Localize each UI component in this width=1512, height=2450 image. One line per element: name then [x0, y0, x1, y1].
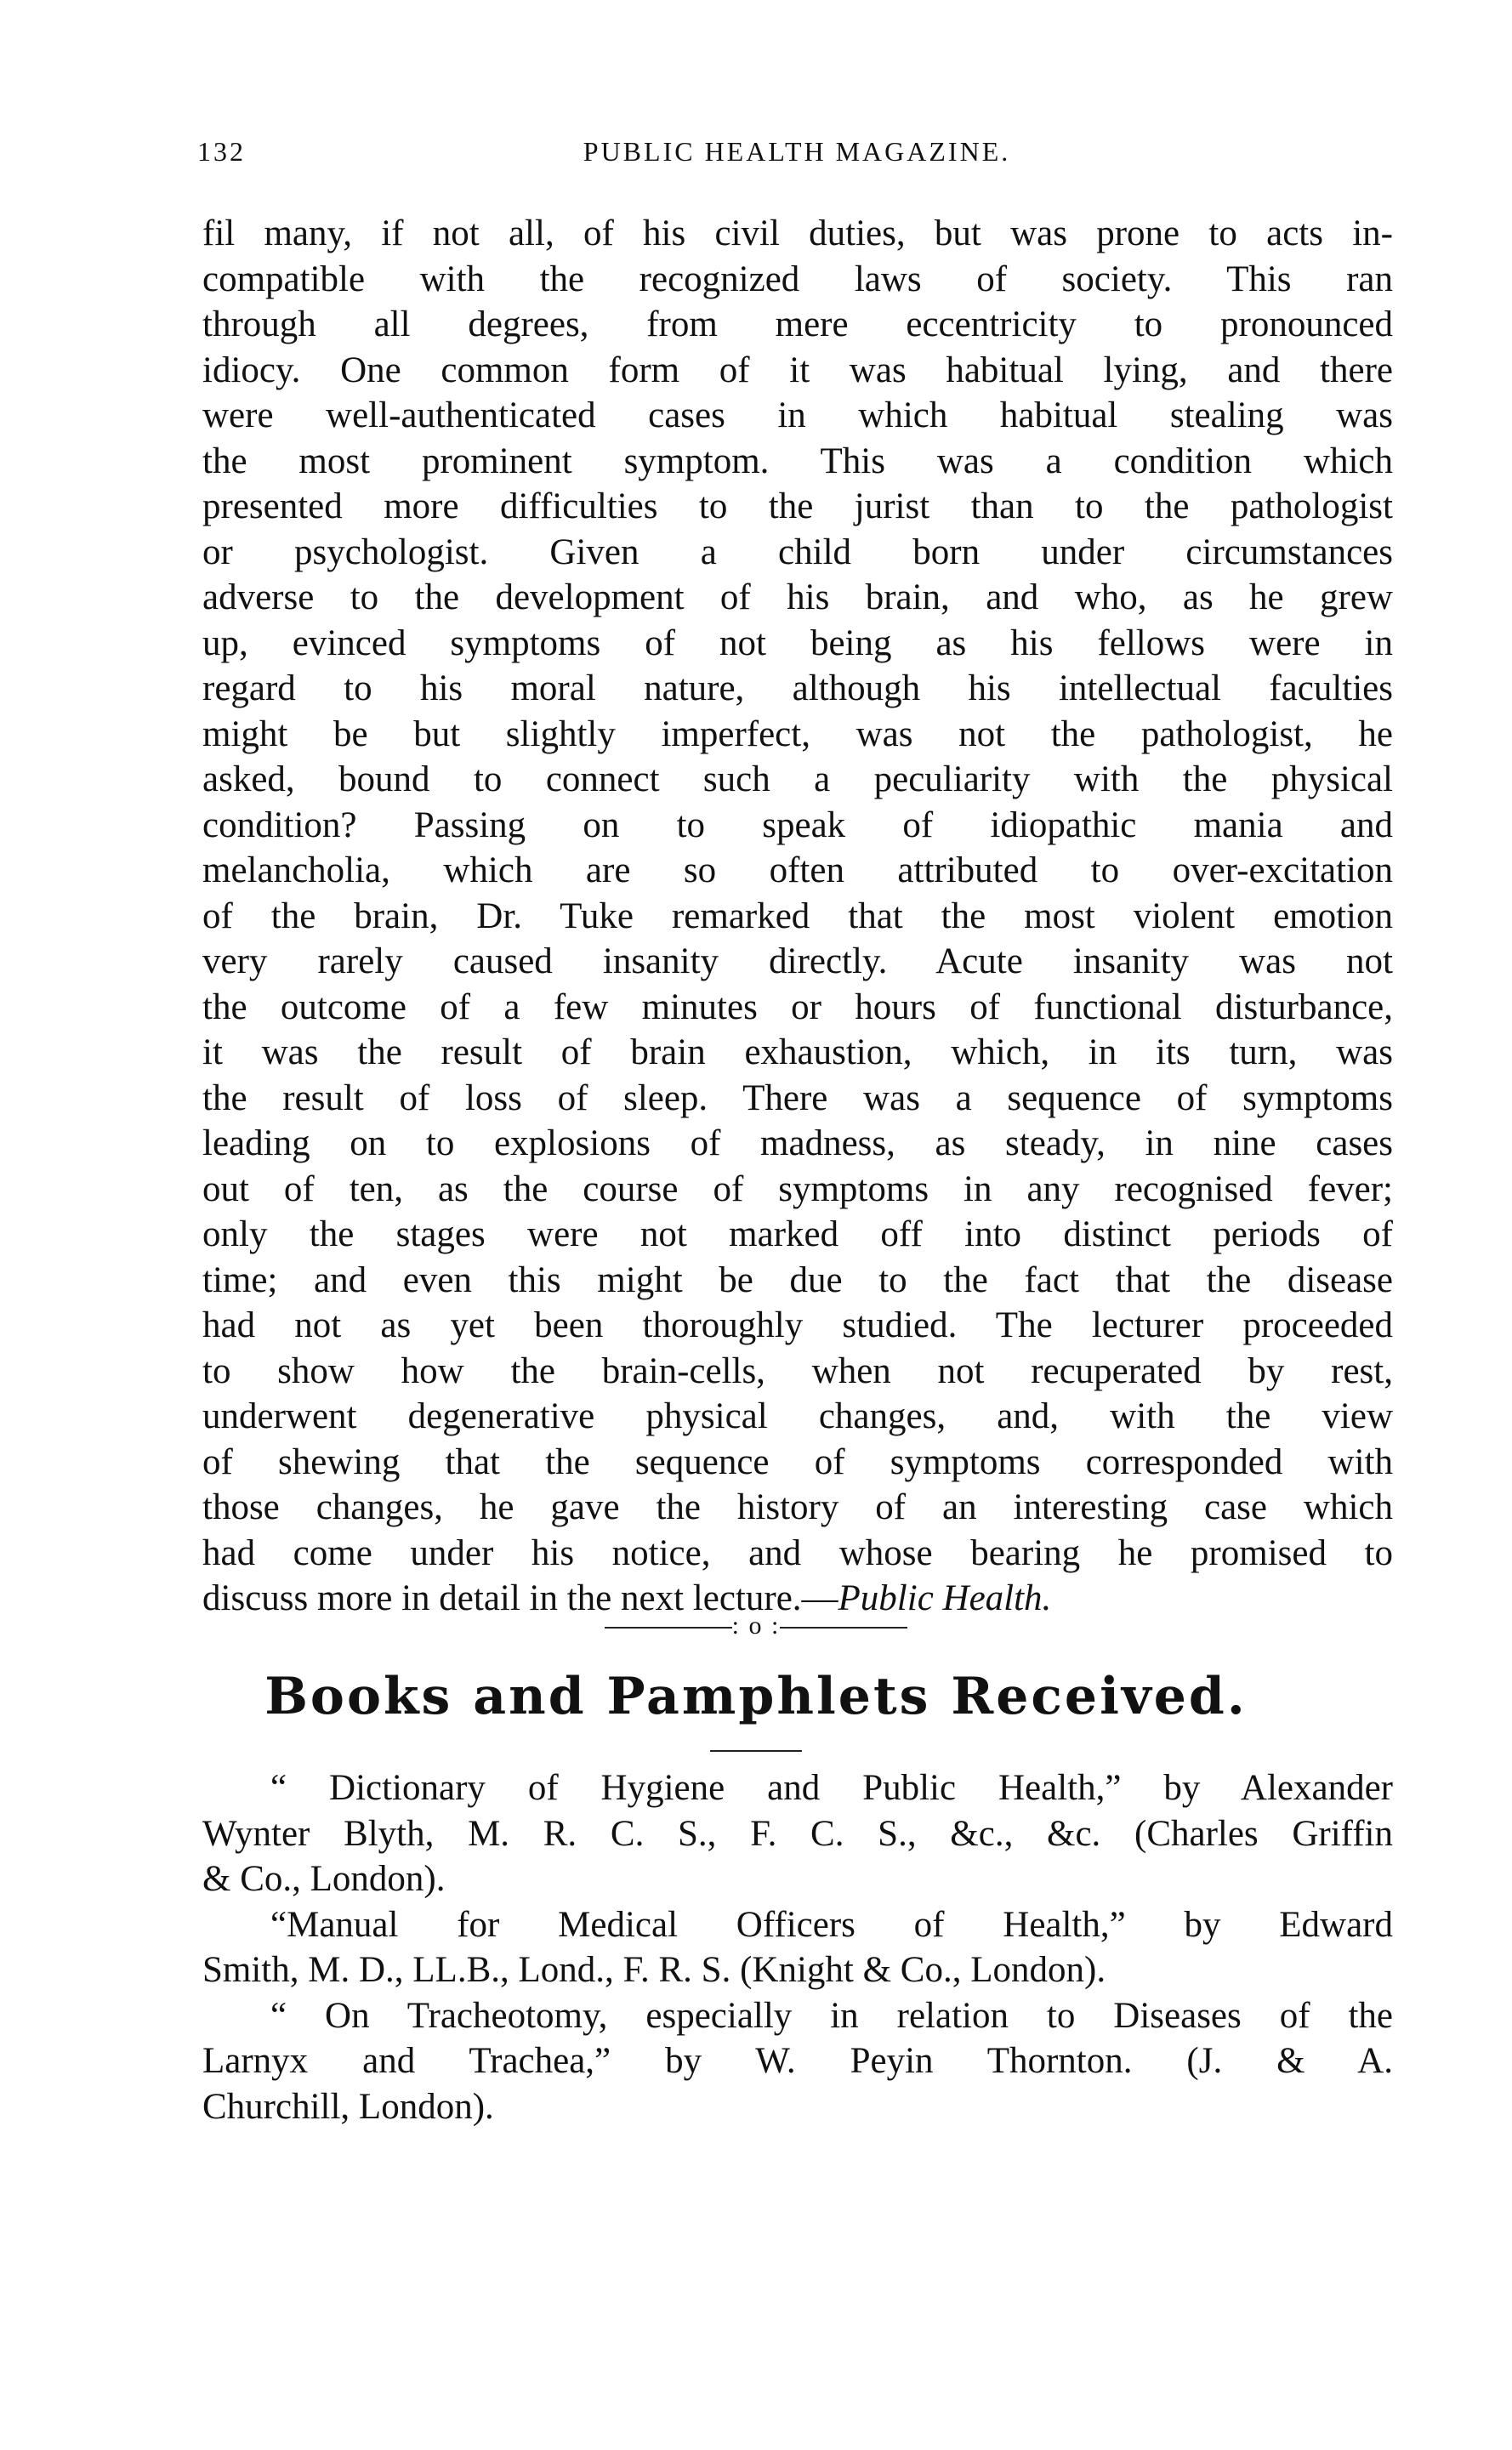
book-entry	[202, 1993, 1393, 2130]
source-citation: Public Health.	[838, 1578, 1052, 1618]
divider-rule-left	[605, 1627, 732, 1629]
article-line: to show how the brain-cells, when not recuperated by rest,	[202, 1350, 1393, 1391]
article-body	[202, 211, 1393, 1622]
article-line: the outcome of a few minutes or hours of functional disturbance,	[202, 986, 1393, 1027]
book-line: “ Dictionary of Hygiene and Public Health,” by Alexander	[270, 1768, 1393, 1808]
divider-rule-right	[780, 1627, 907, 1629]
article-line: up, evinced symptoms of not being as his fellows were in	[202, 622, 1393, 663]
book-line: “ On Tracheotomy, especially in relation to Diseases of the	[270, 1995, 1393, 2036]
book-line: “Manual for Medical Officers of Health,” by Edward	[270, 1904, 1393, 1945]
article-line: very rarely caused insanity directly. Acute insanity was not	[202, 941, 1393, 981]
article-line: leading on to explosions of madness, as steady, in nine cases	[202, 1123, 1393, 1163]
book-line: Churchill, London).	[202, 2086, 494, 2127]
article-line: those changes, he gave the history of an interesting case which	[202, 1487, 1393, 1527]
article-line: of shewing that the sequence of symptoms corresponded with	[202, 1441, 1393, 1482]
article-line: or psychologist. Given a child born under circumstances	[202, 531, 1393, 572]
article-line: regard to his moral nature, although his intellectual faculties	[202, 668, 1393, 708]
article-line: condition? Passing on to speak of idiopathic mania and	[202, 804, 1393, 845]
section-divider	[0, 1612, 1512, 1640]
book-entry	[202, 1765, 1393, 1902]
article-line: had come under his notice, and whose bearing he promised to	[202, 1532, 1393, 1573]
running-title: PUBLIC HEALTH MAGAZINE.	[583, 136, 1011, 167]
article-line: it was the result of brain exhaustion, which, in its turn, was	[202, 1032, 1393, 1072]
book-line: Larnyx and Trachea,” by W. Peyin Thornton. (J. & A.	[202, 2041, 1393, 2081]
article-line: fil many, if not all, of his civil duties, but was prone to acts in-	[202, 213, 1393, 253]
book-line: Wynter Blyth, M. R. C. S., F. C. S., &c., &c. (Charles Griffin	[202, 1813, 1393, 1854]
article-line: compatible with the recognized laws of society. This ran	[202, 259, 1393, 299]
article-line: presented more difficulties to the jurist than to the pathologist	[202, 486, 1393, 526]
article-line: out of ten, as the course of symptoms in any recognised fever;	[202, 1168, 1393, 1209]
article-line: had not as yet been thoroughly studied. The lecturer proceeded	[202, 1305, 1393, 1345]
article-line: asked, bound to connect such a peculiarity with the physical	[202, 759, 1393, 799]
article-line: through all degrees, from mere eccentricity to pronounced	[202, 304, 1393, 344]
article-line: the most prominent symptom. This was a condition which	[202, 441, 1393, 481]
article-line: only the stages were not marked off into distinct periods of	[202, 1214, 1393, 1254]
heading-underline	[710, 1750, 802, 1752]
article-line: might be but slightly imperfect, was not the pathologist, he	[202, 713, 1393, 754]
article-line: were well-authenticated cases in which habitual stealing was	[202, 395, 1393, 435]
article-line: adverse to the development of his brain, and who, as he grew	[202, 577, 1393, 617]
running-head	[197, 136, 1396, 177]
article-line: melancholia, which are so often attributed to over-excitation	[202, 850, 1393, 890]
article-line: idiocy. One common form of it was habitual lying, and there	[202, 350, 1393, 390]
article-line: underwent degenerative physical changes, and, with the view	[202, 1396, 1393, 1436]
article-line: time; and even this might be due to the fact that the disease	[202, 1259, 1393, 1300]
book-line: Smith, M. D., LL.B., Lond., F. R. S. (Knight & Co., London).	[202, 1950, 1106, 1990]
books-list	[202, 1765, 1393, 2129]
article-line: the result of loss of sleep. There was a sequence of symptoms	[202, 1077, 1393, 1118]
article-closing-text: discuss more in detail in the next lecture.—	[202, 1578, 838, 1618]
book-entry	[202, 1902, 1393, 1993]
divider-ornament: : o :	[731, 1612, 781, 1640]
section-heading: Books and Pamphlets Received.	[264, 1667, 1248, 1726]
book-line: & Co., London).	[202, 1859, 446, 1899]
article-line: of the brain, Dr. Tuke remarked that the most violent emotion	[202, 895, 1393, 936]
page-number: 132	[197, 136, 246, 167]
